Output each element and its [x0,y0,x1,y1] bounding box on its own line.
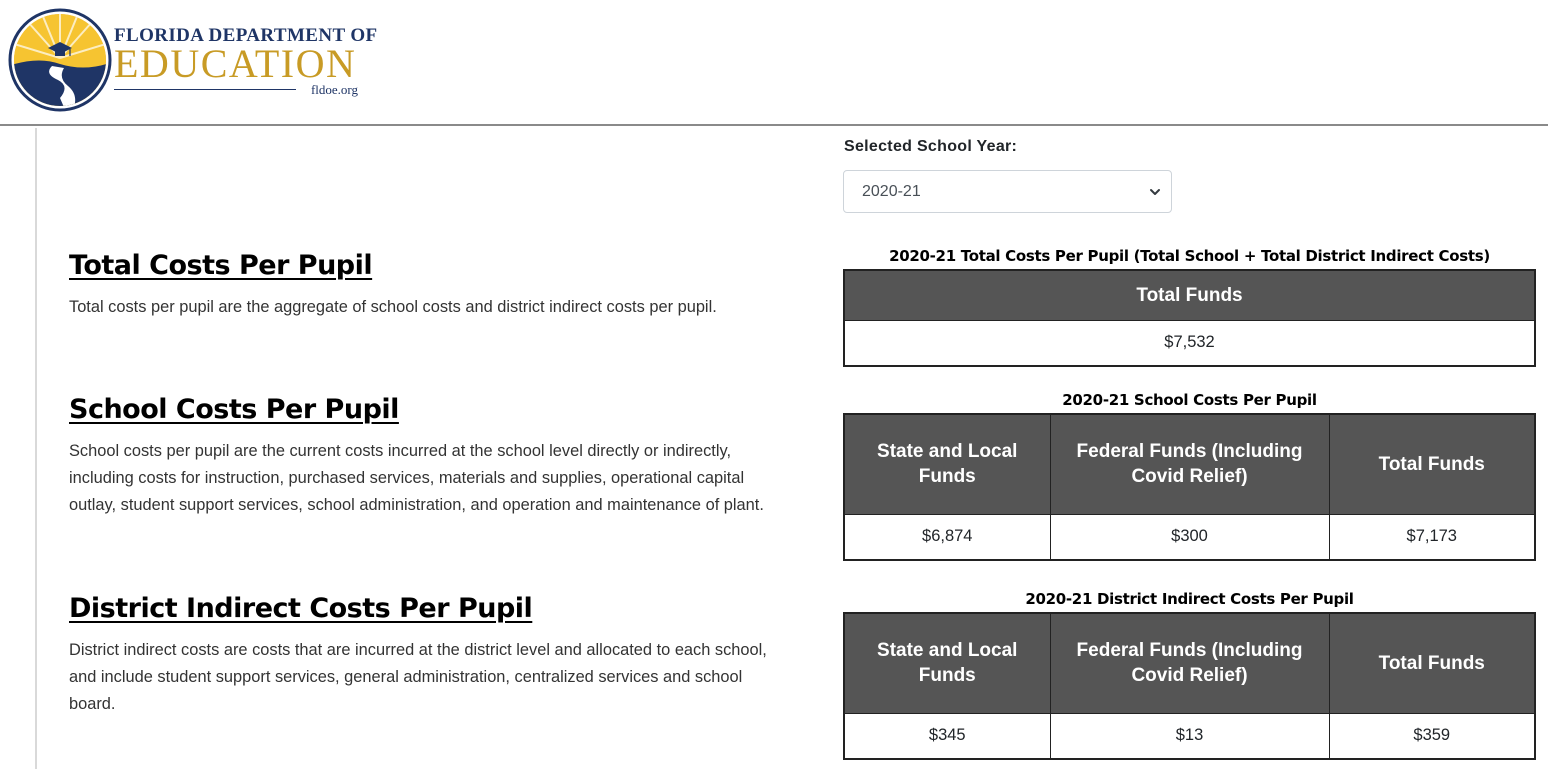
school-year-label: Selected School Year: [844,138,1018,155]
school-state-local-cell: $6,874 [844,514,1050,560]
logo-line-2: EDUCATION [114,41,357,86]
total-costs-description: Total costs per pupil are the aggregate of school costs and district indirect costs per pupil. [69,298,717,316]
district-costs-description: District indirect costs are costs that are incurred at the district level and allocated to each school, and include student support services, general administration, centralized services and school board. [69,641,767,713]
table-header-row [844,414,1535,514]
content-left-border [35,128,37,769]
school-costs-heading: School Costs Per Pupil [69,394,399,425]
table-row [844,514,1535,560]
total-costs-total-funds-cell: $7,532 [844,320,1535,366]
table-header-state-local-funds: State and Local Funds [844,613,1050,713]
district-costs-table-caption: 2020-21 District Indirect Costs Per Pupil [1025,590,1354,608]
fldoe-seal-icon [8,8,112,112]
table-header-total-funds: Total Funds [1329,613,1535,713]
district-state-local-cell: $345 [844,713,1050,759]
district-costs-table [843,612,1536,760]
school-costs-description: School costs per pupil are the current costs incurred at the school level directly or indirectly, including costs for instruction, purchased services, materials and supplies, operational capital outlay, student support services, school administration, and operation and maintenance of plant. [69,442,764,514]
table-header-federal-funds: Federal Funds (Including Covid Relief) [1050,613,1329,713]
table-header-row [844,270,1535,320]
total-costs-table [843,269,1536,367]
school-year-value: 2020-21 [862,183,921,200]
table-header-state-local-funds: State and Local Funds [844,414,1050,514]
logo-rule [114,89,296,90]
site-header [0,0,1548,126]
table-header-row [844,613,1535,713]
table-row [844,713,1535,759]
school-costs-table-caption: 2020-21 School Costs Per Pupil [1062,391,1317,409]
table-header-federal-funds: Federal Funds (Including Covid Relief) [1050,414,1329,514]
fldoe-logo[interactable] [8,8,378,112]
district-total-cell: $359 [1329,713,1535,759]
district-federal-cell: $13 [1050,713,1329,759]
table-header-total-funds: Total Funds [844,270,1535,320]
total-costs-table-caption: 2020-21 Total Costs Per Pupil (Total School + Total District Indirect Costs) [889,247,1490,265]
school-federal-cell: $300 [1050,514,1329,560]
district-costs-heading: District Indirect Costs Per Pupil [69,593,533,624]
total-costs-heading: Total Costs Per Pupil [69,250,373,281]
logo-url: fldoe.org [310,82,358,97]
school-year-select[interactable] [843,170,1172,213]
school-costs-table [843,413,1536,561]
school-total-cell: $7,173 [1329,514,1535,560]
chevron-down-icon [1149,186,1161,198]
table-row [844,320,1535,366]
logo-line-1: FLORIDA DEPARTMENT OF [114,25,378,46]
table-header-total-funds: Total Funds [1329,414,1535,514]
